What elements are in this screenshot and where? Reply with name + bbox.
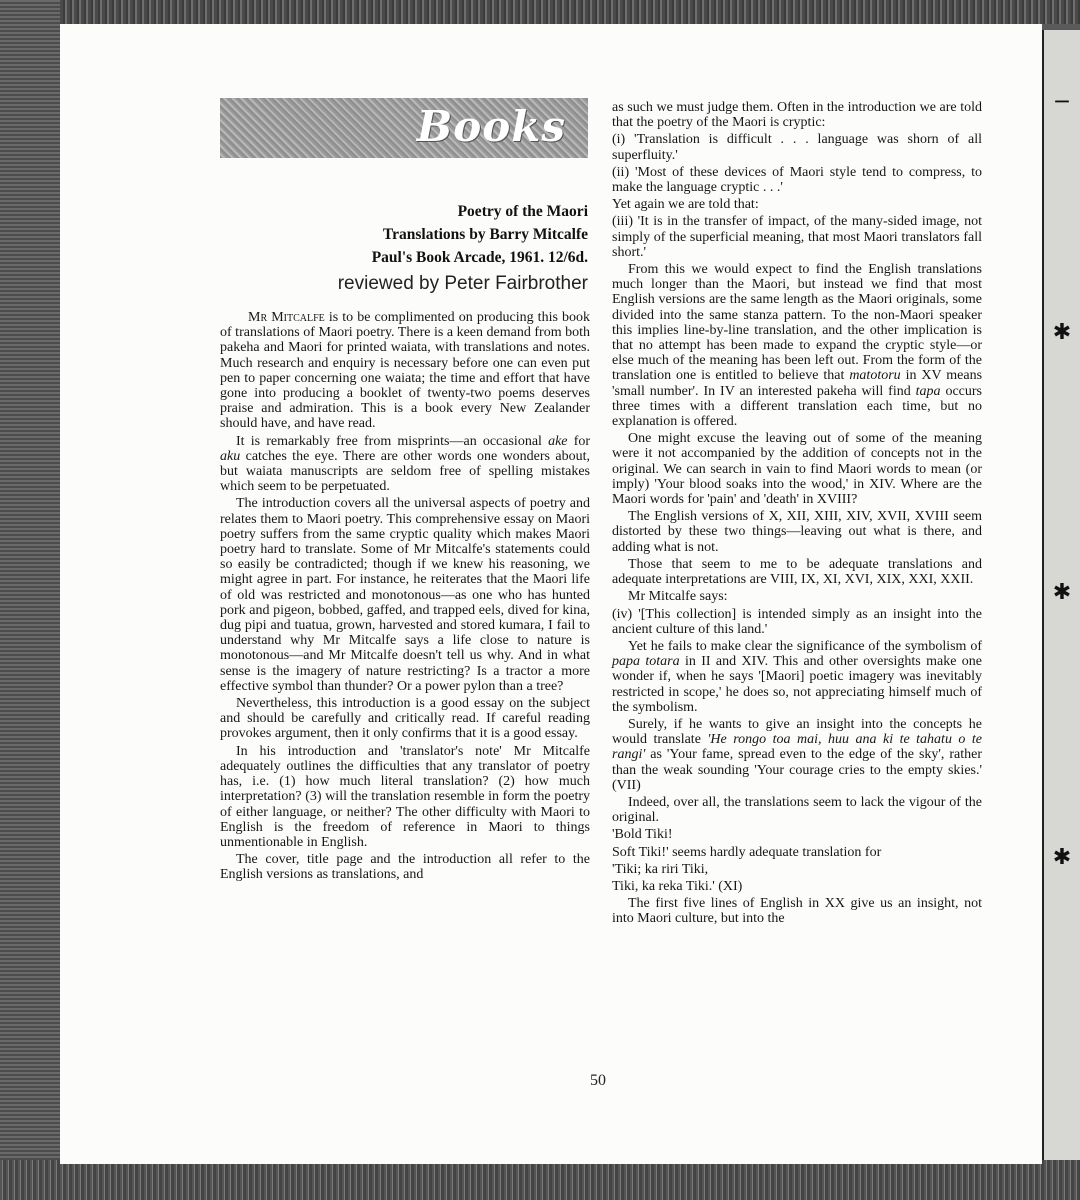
translator-line: Translations by Barry Mitcalfe xyxy=(382,226,588,243)
paragraph: In his introduction and 'translator's note' Mr Mitcalfe adequately outlines the difficulties that any translator of poetry has, i.e. (1) how much literal translation? (2) how much interpretation? (3) will the translation resemble in form the poetry of either language, or neither? The other difficulty with Maori to English is the freedom of reference in Maori to things unmentionable in English. xyxy=(220,743,590,850)
quotation: (ii) 'Most of these devices of Maori style tend to compress, to make the language cryptic . . .' xyxy=(612,164,982,196)
paragraph: Yet he fails to make clear the significance of the symbolism of papa totara in II and XIV. This and other oversights make one wonder if, when he says '[Maori] poetic imagery was inevitably restricted in scope,' he does so, not appreciating himself much of the symbolism. xyxy=(612,638,983,715)
section-heading: Books xyxy=(416,102,566,151)
paragraph: Indeed, over all, the translations seem to lack the vigour of the original. xyxy=(612,794,982,826)
book-title: Poetry of the Maori xyxy=(457,203,588,220)
paragraph: Those that seem to me to be adequate translations and adequate interpretations are VIII, IX, XI, XVI, XIX, XXI, XXII. xyxy=(612,556,982,588)
left-column xyxy=(220,310,590,885)
section-heading-band xyxy=(220,98,588,158)
quotation: (iii) 'It is in the transfer of impact, of the many-sided image, not simply of the superficial meaning, that most Maori translators fall short.' xyxy=(612,214,982,260)
publisher-line: Paul's Book Arcade, 1961. 12/6d. xyxy=(371,249,588,266)
paragraph: Mr Mitcalfe is to be complimented on producing this book of translations of Maori poetry. There is a keen demand from both pakeha and Maori for printed waiata, with translations and notes. Much research and enquiry is necessary before one can even put pen to paper concerning one waiata; the time and effort that have gone into producing a booklet of twenty-two poems deserves praise and admiration. This is a book every New Zealander should have, and have read. xyxy=(220,310,590,432)
paragraph: From this we would expect to find the English translations much longer than the Maori, but instead we find that most English versions are the same length as the Maori originals, some divided into the same stanza pattern. To the non-Maori speaker this implies line-by-line translation, and the other implication is that no attempt has been made to expand the cryptic style—or else much of the meaning has been left out. From the form of the translation one is entitled to believe that matotoru in XV means 'small number'. In IV an interested pakeha will find tapa occurs three times with a different translation each time, but no explanation is offered. xyxy=(612,262,983,430)
paragraph: Surely, if he wants to give an insight into the concepts he would translate 'He rongo toa mai, huu ana ki te tahatu o te rangi' as 'Your fame, spread even to the edge of the sky', rather than the weak sounding 'Your courage cries to the empty skies.' (VII) xyxy=(612,716,983,793)
right-column xyxy=(612,100,982,929)
binding-mark-icon: ✱ xyxy=(1052,320,1072,345)
paragraph: Yet again we are told that: xyxy=(612,197,759,213)
quotation: (iv) '[This collection] is intended simply as an insight into the ancient culture of this land.' xyxy=(612,606,982,637)
scan-border-top xyxy=(0,0,1080,24)
paragraph: The cover, title page and the introduction all refer to the English versions as translations, and xyxy=(220,852,590,883)
binding-mark-icon: ✱ xyxy=(1052,580,1072,605)
paragraph: Mr Mitcalfe says: xyxy=(628,589,728,605)
binding-mark-icon: ─ xyxy=(1055,90,1069,115)
paragraph: as such we must judge them. Often in the introduction we are told that the poetry of the Maori is cryptic: xyxy=(612,100,982,131)
paragraph: It is remarkably free from misprints—an occasional ake for aku catches the eye. There are other words one wonders about, but waiata manuscripts are seldom free of spelling mistakes which seem to be perpetuated. xyxy=(220,433,591,495)
paragraph: Nevertheless, this introduction is a good essay on the subject and should be carefully and critically read. If careful reading provokes argument, then it only confirms that it is a good essay. xyxy=(220,696,590,742)
page-number: 50 xyxy=(590,1072,606,1089)
verse-line: 'Tiki; ka riri Tiki, xyxy=(612,861,709,877)
binding-mark-icon: ✱ xyxy=(1052,845,1072,870)
reviewer-line: reviewed by Peter Fairbrother xyxy=(337,273,588,294)
review-header xyxy=(220,200,588,295)
verse-line: Tiki, ka reka Tiki.' (XI) xyxy=(612,878,743,894)
paragraph: The introduction covers all the universal aspects of poetry and relates them to Maori poetry. This comprehensive essay on Maori poetry suffers from the same cryptic quality which makes Maori poetry hard to translate. Some of Mr Mitcalfe's statements could so easily be contradicted; though if we knew his reasoning, we might agree in part. For instance, he reiterates that the Maori life of old was restricted and monotonous—as one who has hunted pork and pigeon, bobbed, gaffed, and trapped eels, dived for kina, dug pipi and tuatua, grown, harvested and stored kumara, I fail to understand why Mr Mitcalfe says a life close to nature is monotonous—and Mr Mitcalfe doesn't tell us why. And in what sense is the imagery of nature restricting? Is a tractor a more effective symbol than thunder? Or a power pylon than a tree? xyxy=(220,496,590,694)
scan-border-left xyxy=(0,0,60,1200)
scan-border-bottom xyxy=(0,1160,1080,1200)
paragraph: The English versions of X, XII, XIII, XIV, XVII, XVIII seem distorted by these two things—leaving out what is there, and adding what is not. xyxy=(612,509,982,555)
paragraph: One might excuse the leaving out of some of the meaning were it not accompanied by the addition of concepts not in the original. We can search in vain to find Maori words to mean (or imply) 'Your blood soaks into the wood,' in XIV. Where are the Maori words for 'pain' and 'death' in XVIII? xyxy=(612,431,982,508)
facing-page-edge xyxy=(1042,30,1080,1160)
verse-line: 'Bold Tiki! xyxy=(612,827,673,843)
verse-line: Soft Tiki!' seems hardly adequate translation for xyxy=(612,844,882,860)
quotation: (i) 'Translation is difficult . . . language was shorn of all superfluity.' xyxy=(612,132,982,163)
paragraph: The first five lines of English in XX give us an insight, not into Maori culture, but into the xyxy=(612,896,982,927)
